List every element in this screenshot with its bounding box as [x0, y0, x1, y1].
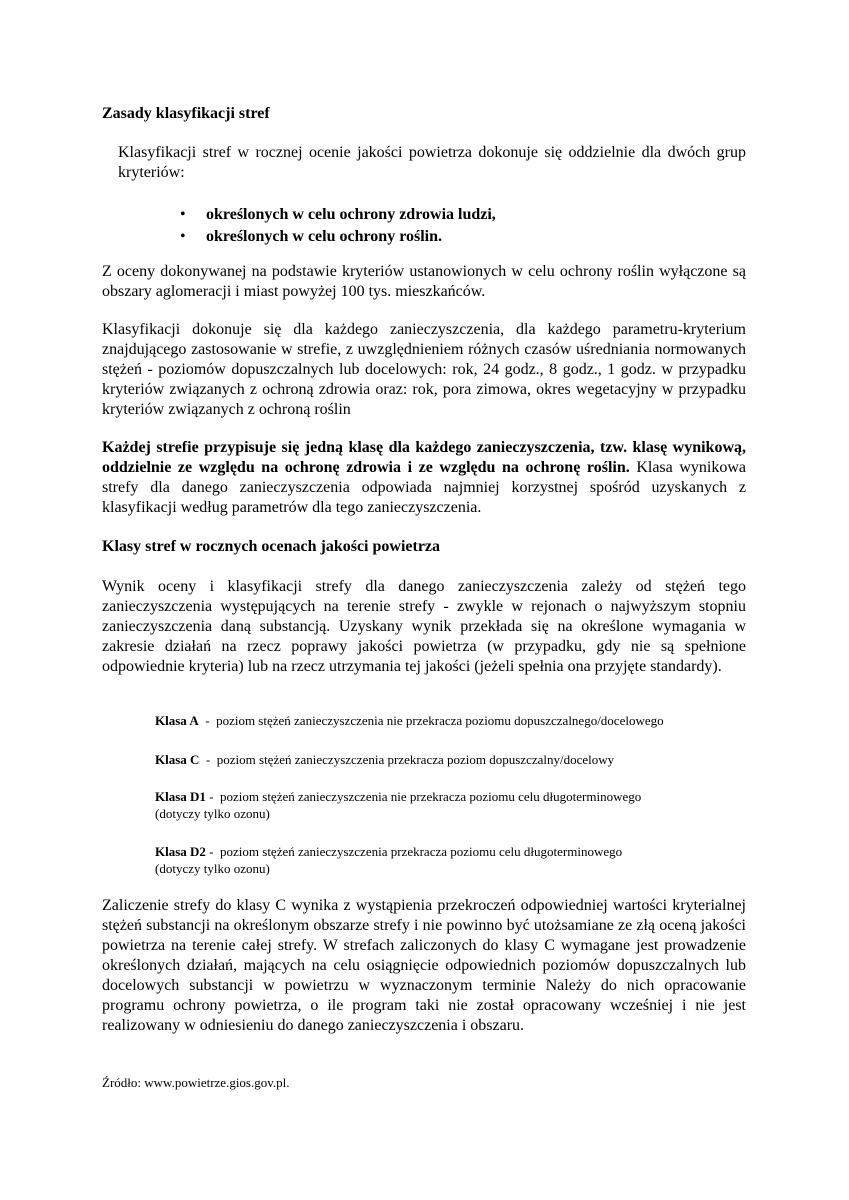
class-d1-note: (dotyczy tylko ozonu)	[155, 806, 270, 821]
outcome-paragraph: Wynik oceny i klasyfikacji strefy dla danego zanieczyszczenia zależy od stężeń tego zanieczyszczenia występujących na terenie strefy - zwykle w rejonach o najwyższym stopniu zanieczyszczenia daną substancją. Uzyskany wynik przekłada się na określone wymagania w zakresie działań na rzecz poprawy jakości powietrza (w przypadku, gdy nie są spełnione odpowiednie kryteria) lub na rzecz utrzymania tej jakości (jeżeli spełnia ona przyjęte standardy).	[102, 578, 746, 675]
class-a-name: Klasa A	[155, 713, 199, 728]
bullet-item-health	[178, 204, 496, 226]
result-class-normal-text: Klasa wynikowa strefy dla danego zanieczyszczenia odpowiada najmniej korzystnej spośród uzyskanych z klasyfikacji według parametrów dla tego zanieczyszczenia.	[102, 459, 746, 516]
criteria-bullet-list	[178, 204, 496, 248]
section-heading-zone-classes: Klasy stref w rocznych ocenach jakości powietrza	[102, 538, 441, 555]
class-d1-name: Klasa D1	[155, 789, 206, 804]
class-d2-description: poziom stężeń zanieczyszczenia przekracza poziomu celu długoterminowego	[220, 844, 623, 859]
class-a-entry	[155, 712, 755, 729]
result-class-bold-text: Każdej strefie przypisuje się jedną klasę dla każdego zanieczyszczenia, tzw. klasę wynikową, oddzielnie ze względu na ochronę zdrowia i ze względu na ochronę roślin.	[102, 439, 746, 476]
class-c-explanation-paragraph: Zaliczenie strefy do klasy C wynika z wystąpienia przekroczeń odpowiedniej wartości kryterialnej stężeń substancji na określonym obszarze strefy i nie powinno być utożsamiane ze złą oceną jakości powietrza na terenie całej strefy. W strefach zaliczonych do klasy C wymagane jest prowadzenie określonych działań, mających na celu osiągnięcie odpowiednich poziomów dopuszczalnych lub docelowych substancji w powietrzu w wyznaczonym terminie Należy do nich opracowanie programu ochrony powietrza, o ile program taki nie został opracowany wcześniej i nie jest realizowany w odniesieniu do danego zanieczyszczenia i obszaru.	[102, 897, 746, 1034]
exclusion-paragraph: Z oceny dokonywanej na podstawie kryteriów ustanowionych w celu ochrony roślin wyłączone są obszary aglomeracji i miast powyżej 100 tys. mieszkańców.	[102, 263, 746, 300]
class-d1-description: poziom stężeń zanieczyszczenia nie przekracza poziomu celu długoterminowego	[220, 789, 642, 804]
intro-paragraph: Klasyfikacji stref w rocznej ocenie jakości powietrza dokonuje się oddzielnie dla dwóch grup kryteriów:	[118, 144, 746, 181]
bullet-dot-icon: •	[180, 228, 186, 245]
class-d1-entry	[155, 788, 755, 822]
class-a-separator: -	[198, 713, 217, 728]
bullet-text-health: określonych w celu ochrony zdrowia ludzi,	[206, 206, 496, 223]
class-d2-note: (dotyczy tylko ozonu)	[155, 861, 270, 876]
bullet-dot-icon: •	[180, 206, 186, 223]
class-d2-name: Klasa D2	[155, 844, 206, 859]
bullet-item-plants	[178, 226, 496, 248]
class-d1-separator: -	[205, 789, 221, 804]
class-c-entry	[155, 751, 755, 768]
class-c-description: poziom stężeń zanieczyszczenia przekracza poziom dopuszczalny/docelowy	[216, 752, 615, 767]
section-heading-zone-rules: Zasady klasyfikacji stref	[102, 105, 270, 122]
source-citation: Źródło: www.powietrze.gios.gov.pl.	[102, 1075, 290, 1090]
bullet-text-plants: określonych w celu ochrony roślin.	[206, 228, 443, 245]
class-c-separator: -	[199, 752, 217, 767]
class-a-description: poziom stężeń zanieczyszczenia nie przekracza poziomu dopuszczalnego/docelowego	[216, 713, 664, 728]
class-d2-separator: -	[205, 844, 221, 859]
class-c-name: Klasa C	[155, 752, 200, 767]
result-class-paragraph	[102, 438, 746, 518]
classification-paragraph: Klasyfikacji dokonuje się dla każdego zanieczyszczenia, dla każdego parametru-kryterium znajdującego zastosowanie w strefie, z uwzględnieniem różnych czasów uśredniania normowanych stężeń - poziomów dopuszczalnych lub docelowych: rok, 24 godz., 8 godz., 1 godz. w przypadku kryteriów związanych z ochroną zdrowia oraz: rok, pora zimowa, okres wegetacyjny w przypadku kryteriów związanych z ochroną roślin	[102, 321, 746, 418]
class-d2-entry	[155, 843, 755, 877]
